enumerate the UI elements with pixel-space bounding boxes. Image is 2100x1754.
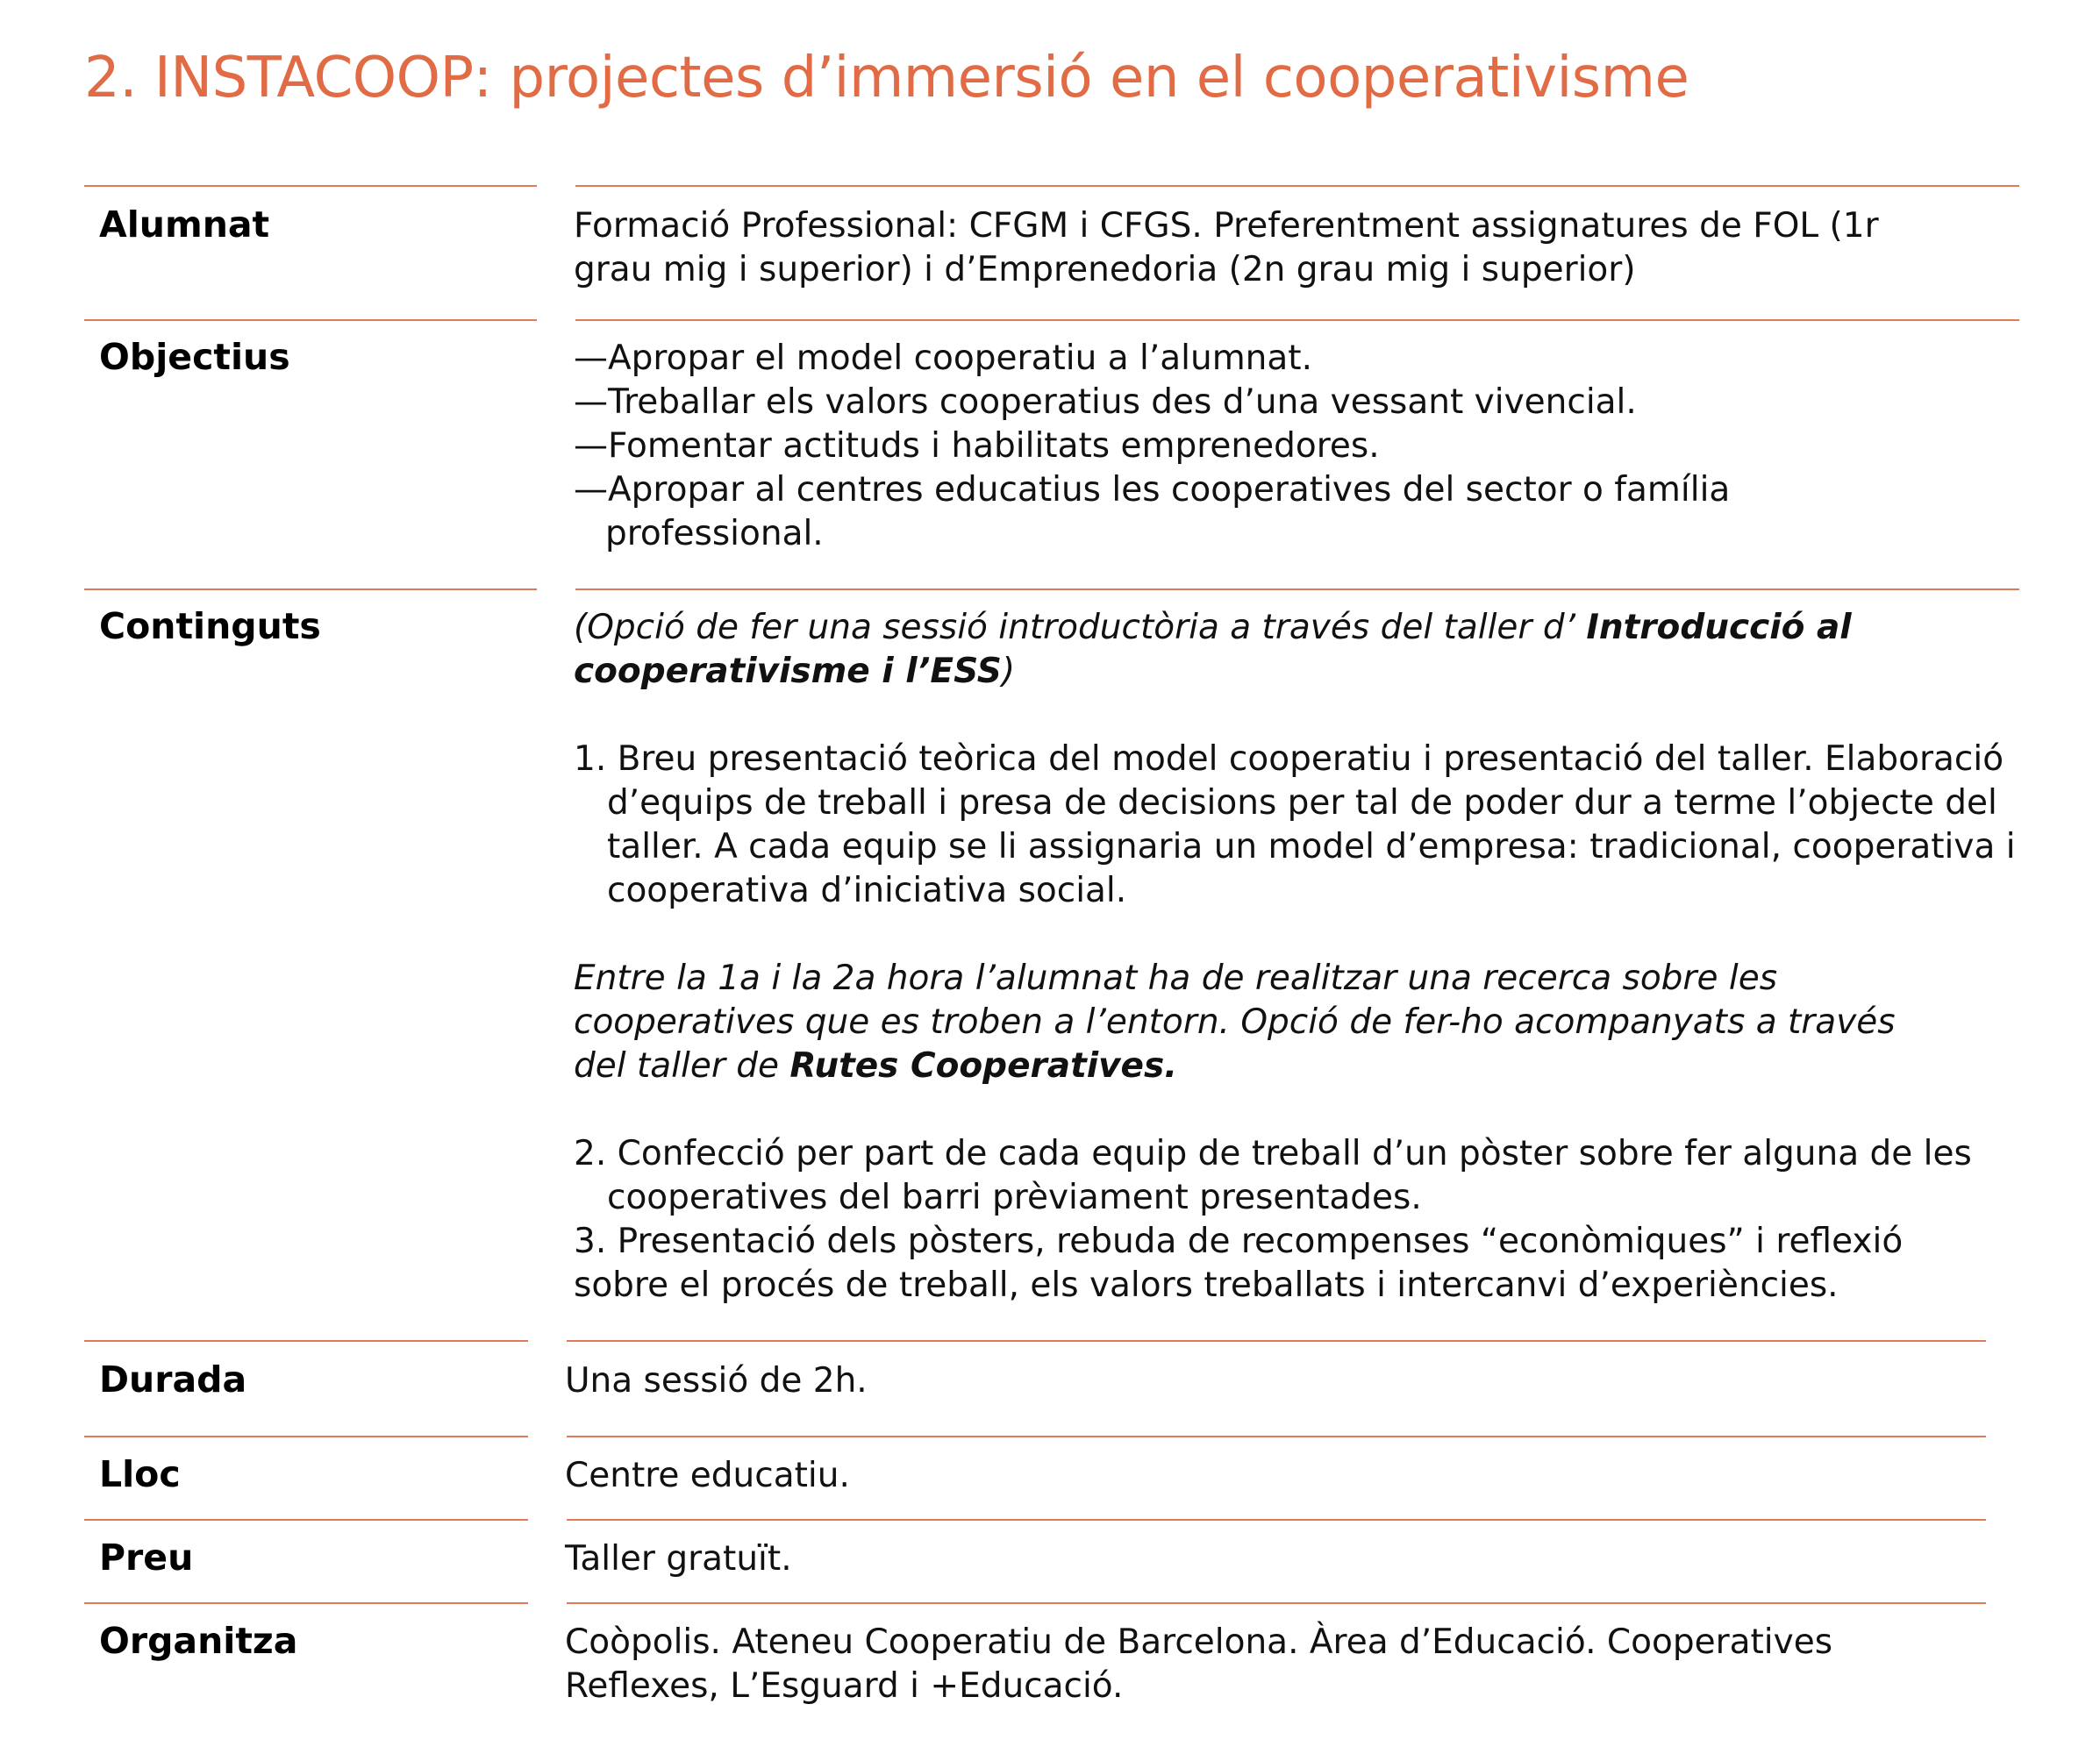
lloc-text: Centre educatiu. (565, 1456, 850, 1495)
divider (84, 1519, 528, 1521)
divider (567, 1602, 1986, 1604)
intro-workshop-name: Introducció al cooperativisme i l’ESS (574, 608, 1852, 691)
row-label-durada: Durada (99, 1358, 247, 1401)
row-value-lloc (565, 1454, 1968, 1498)
row-value-objectius (574, 337, 1916, 556)
divider (567, 1340, 1986, 1342)
divider (84, 1436, 528, 1437)
organitza-text: Coòpolis. Ateneu Cooperatiu de Barcelona. Àrea d’Educació. Cooperatives Reflexes, L’Esguard i +Educació. (565, 1622, 1833, 1706)
row-label-continguts: Continguts (99, 605, 321, 647)
continguts-middle (574, 957, 1925, 1088)
divider (575, 588, 2019, 590)
row-value-continguts (574, 606, 2021, 1308)
divider (84, 185, 537, 187)
row-label-organitza: Organitza (99, 1620, 298, 1662)
objective-item: —Fomentar actituds i habilitats emprenedores. (574, 426, 1380, 466)
intro-italic: (Opció de fer una sessió introductòria a través del taller d’ (574, 608, 1587, 647)
row-label-lloc: Lloc (99, 1453, 181, 1495)
divider (575, 185, 2019, 187)
row-label-preu: Preu (99, 1537, 194, 1579)
intro-close: ) (1001, 652, 1016, 691)
divider (567, 1519, 1986, 1521)
middle-italic: Entre la 1a i la 2a hora l’alumnat ha de realitzar una recerca sobre les cooperatives que es troben a l’entorn. Opció de fer-ho acompanyats a través del taller de (574, 959, 1896, 1086)
divider (84, 1602, 528, 1604)
row-value-durada (565, 1359, 1968, 1403)
row-label-objectius: Objectius (99, 336, 290, 378)
divider (84, 588, 537, 590)
preu-text: Taller gratuït. (565, 1539, 792, 1579)
durada-text: Una sessió de 2h. (565, 1361, 868, 1401)
continguts-intro (574, 606, 1942, 694)
objective-item: —Apropar al centres educatius les cooperatives del sector o família professional. (574, 470, 1731, 553)
row-value-alumnat (574, 204, 1951, 292)
step-3: 3. Presentació dels pòsters, rebuda de recompenses “econòmiques” i reflexió sobre el procés de treball, els valors treballats i intercanvi d’experiències. (574, 1222, 1904, 1305)
divider (567, 1436, 1986, 1437)
row-label-alumnat: Alumnat (99, 203, 270, 246)
page-title: 2. INSTACOOP: projectes d’immersió en el cooperativisme (84, 46, 1689, 111)
alumnat-text: Formació Professional: CFGM i CFGS. Preferentment assignatures de FOL (1r grau mig i superior) i d’Emprenedoria (2n grau mig i superior) (574, 206, 1879, 289)
step-2: 2. Confecció per part de cada equip de treball d’un pòster sobre fer alguna de les cooperatives del barri prèviament presentades. (574, 1134, 1972, 1217)
objective-item: —Treballar els valors cooperatius des d’una vessant vivencial. (574, 382, 1637, 422)
step-1: 1. Breu presentació teòrica del model cooperatiu i presentació del taller. Elaboració d’equips de treball i presa de decisions per tal de poder dur a terme l’objecte del taller. A cada equip se li assignaria un model d’empresa: tradicional, cooperativa i cooperativa d’iniciativa social. (574, 739, 2016, 910)
objective-item: —Apropar el model cooperatiu a l’alumnat. (574, 339, 1312, 378)
divider (84, 1340, 528, 1342)
divider (575, 319, 2019, 321)
row-value-organitza (565, 1621, 1933, 1708)
middle-workshop-name: Rutes Cooperatives. (789, 1046, 1178, 1086)
row-value-preu (565, 1537, 1968, 1581)
divider (84, 319, 537, 321)
